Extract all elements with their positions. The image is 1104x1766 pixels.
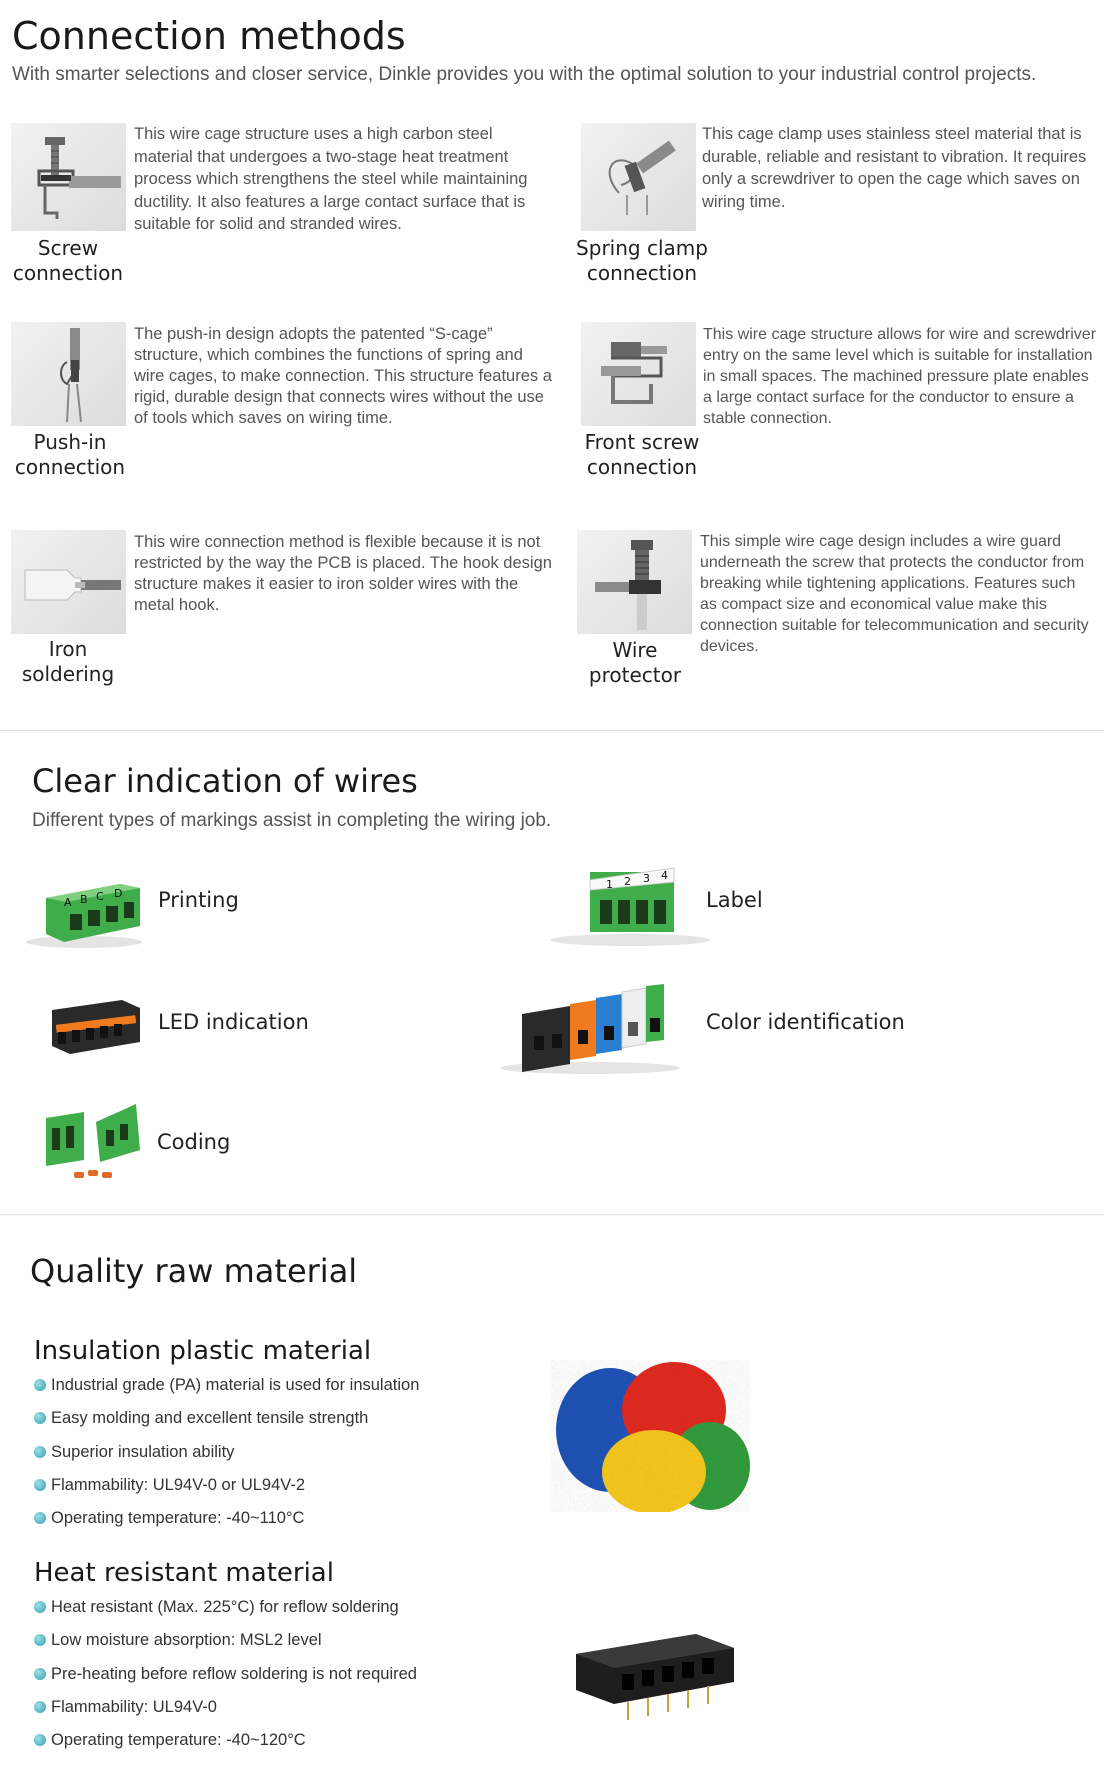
bullet-text: Flammability: UL94V-0	[51, 1697, 217, 1716]
label-line: connection	[14, 455, 126, 479]
label-line: Screw	[37, 236, 99, 260]
section-subtitle-wires: Different types of markings assist in completing the wiring job.	[32, 810, 552, 831]
bullet-text: Operating temperature: -40~120°C	[51, 1731, 306, 1750]
label-line: connection	[586, 261, 698, 285]
black-header-icon	[570, 1630, 740, 1726]
connection-label-screw	[8, 236, 128, 286]
list-item	[34, 1441, 419, 1474]
section-title-quality: Quality raw material	[30, 1252, 358, 1290]
connection-desc-iron: This wire connection method is flexible because it is not restricted by the way the PCB is placed. The hook design structure makes it easier to iron solder wires with the metal hook.	[134, 533, 552, 614]
print-letter: D	[114, 887, 123, 900]
label-number: 4	[661, 869, 668, 882]
list-item	[34, 1629, 417, 1662]
bullet-text: Operating temperature: -40~110°C	[51, 1509, 305, 1528]
bullet-icon	[34, 1601, 46, 1613]
label-line: Iron	[48, 637, 88, 661]
connection-label-spring	[572, 236, 712, 286]
front-screw-icon	[581, 322, 696, 426]
list-item	[34, 1596, 417, 1629]
marking-label-coding: Coding	[157, 1130, 231, 1154]
led-terminal-icon	[48, 996, 144, 1058]
color-terminal-icon	[500, 980, 690, 1076]
label-line: Front screw	[584, 430, 700, 454]
bullet-text: Low moisture absorption: MSL2 level	[51, 1631, 322, 1650]
connection-label-front	[572, 430, 712, 480]
heat-bullets	[34, 1596, 417, 1762]
iron-soldering-icon	[11, 530, 126, 634]
bullet-icon	[34, 1634, 46, 1646]
label-number: 2	[624, 875, 631, 888]
marking-label-label: Label	[706, 888, 763, 912]
marking-label-led: LED indication	[158, 1010, 309, 1034]
list-item	[34, 1407, 419, 1440]
bullet-text: Heat resistant (Max. 225°C) for reflow soldering	[51, 1598, 399, 1616]
screw-connection-icon	[11, 123, 126, 231]
wire-protector-icon	[577, 530, 692, 634]
section-divider	[0, 1214, 1104, 1215]
list-item	[34, 1474, 419, 1507]
label-number: 1	[606, 878, 613, 891]
connection-desc-screw: This wire cage structure uses a high carbon steel material that undergoes a two-stage heat treatment process which strengthens the steel while maintaining ductility. It also features a large contact surface that is suitable for solid and stranded wires.	[134, 125, 528, 233]
marking-label-color: Color identification	[706, 1010, 905, 1034]
bullet-icon	[34, 1446, 46, 1458]
marking-label-printing: Printing	[158, 888, 239, 912]
label-line: Wire	[612, 638, 658, 662]
label-line: connection	[12, 261, 124, 285]
bullet-icon	[34, 1379, 46, 1391]
connection-desc-pushin: The push-in design adopts the patented “S-cage” structure, which combines the functions of spring and wire cages, to make connection. This structure features a rigid, durable design that connects wires without the use of tools which saves on wiring time.	[134, 325, 552, 427]
print-letter: A	[64, 896, 72, 909]
push-in-icon	[11, 322, 126, 426]
section-divider	[0, 730, 1104, 731]
bullet-text: Industrial grade (PA) material is used for insulation	[51, 1376, 420, 1394]
section-title-wires: Clear indication of wires	[32, 762, 418, 800]
printing-terminal-icon	[24, 870, 144, 950]
list-item	[34, 1729, 417, 1762]
bullet-icon	[34, 1479, 46, 1491]
bullet-text: Flammability: UL94V-0 or UL94V-2	[51, 1475, 306, 1494]
section-subtitle-connection: With smarter selections and closer service, Dinkle provides you with the optimal solution to your industrial control projects.	[12, 64, 1037, 85]
connection-label-pushin	[10, 430, 130, 480]
label-terminal-icon	[550, 862, 710, 946]
print-letter: C	[96, 890, 104, 903]
insulation-bullets	[34, 1374, 419, 1540]
connection-desc-front: This wire cage structure allows for wire and screwdriver entry on the same level which is suitable for installation in small spaces. The machined pressure plate enables a large contact surface for the conductor to ensure a stable connection.	[703, 326, 1097, 427]
bullet-icon	[34, 1412, 46, 1424]
insulation-title: Insulation plastic material	[34, 1336, 372, 1366]
label-line: Push-in	[33, 430, 107, 454]
bullet-icon	[34, 1668, 46, 1680]
coding-terminal-icon	[44, 1100, 144, 1182]
list-item	[34, 1696, 417, 1729]
label-line: protector	[588, 663, 682, 687]
bullet-icon	[34, 1512, 46, 1524]
bullet-text: Superior insulation ability	[51, 1442, 235, 1461]
section-title-connection: Connection methods	[12, 14, 406, 58]
connection-item-screw	[11, 123, 126, 231]
connection-label-iron	[8, 637, 128, 687]
label-number: 3	[643, 872, 650, 885]
bullet-icon	[34, 1734, 46, 1746]
spring-clamp-icon	[581, 123, 696, 231]
connection-desc-protector: This simple wire cage design includes a wire guard underneath the screw that protects the conductor from breaking while tightening applications. Features such as compact size and economical value make this connection suitable for telecommunication and security devices.	[700, 533, 1089, 655]
connection-label-protector	[575, 638, 695, 688]
list-item	[34, 1374, 419, 1407]
bullet-icon	[34, 1701, 46, 1713]
list-item	[34, 1507, 419, 1540]
label-line: Spring clamp	[576, 236, 708, 260]
bullet-text: Easy molding and excellent tensile strength	[51, 1409, 369, 1428]
label-line: connection	[586, 455, 698, 479]
list-item	[34, 1663, 417, 1696]
heat-title: Heat resistant material	[34, 1558, 334, 1588]
bullet-text: Pre-heating before reflow soldering is not required	[51, 1664, 417, 1683]
label-line: soldering	[21, 662, 115, 686]
print-letter: B	[80, 893, 88, 906]
plastic-pellets-icon	[550, 1360, 750, 1512]
connection-desc-spring: This cage clamp uses stainless steel material that is durable, reliable and resistant to vibration. It requires only a screwdriver to open the cage which saves on wiring time.	[702, 125, 1087, 211]
